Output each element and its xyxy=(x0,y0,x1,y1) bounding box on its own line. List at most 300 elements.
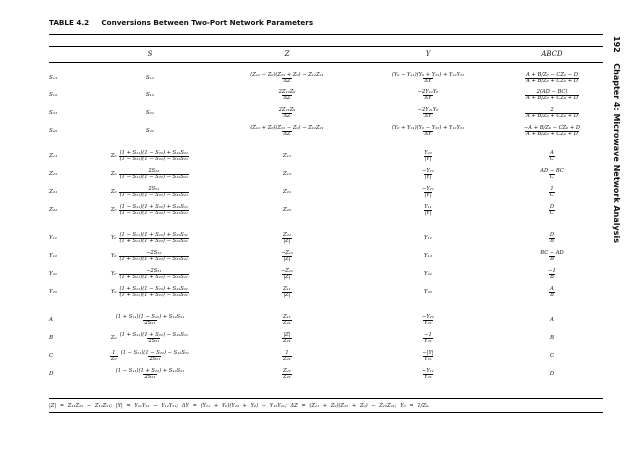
fraction-denominator: (1 + S₁₁)(1 + S₂₂) − S₁₂S₂₁ xyxy=(119,292,188,298)
fraction-denominator: ΔZ xyxy=(283,131,291,137)
fraction-denominator: Z₂₁ xyxy=(283,374,291,380)
table-cell xyxy=(482,87,622,104)
cell-expression xyxy=(278,108,297,120)
cell-expression xyxy=(421,169,435,181)
cell-expression xyxy=(547,269,557,281)
row-label: Z₁₂ xyxy=(49,171,58,177)
cell-fraction xyxy=(423,333,433,345)
fraction-denominator: (1 + S₁₁)(1 + S₂₂) − S₁₂S₂₁ xyxy=(119,274,188,280)
cell-text: Z₁₁ xyxy=(282,152,292,159)
table-cell xyxy=(482,105,622,122)
table-cell xyxy=(358,105,498,122)
cell-fraction xyxy=(119,233,189,245)
cell-prefix: Z₀ xyxy=(110,152,117,159)
cell-expression xyxy=(525,90,579,102)
cell-expression xyxy=(278,90,297,102)
table-cell xyxy=(358,284,498,301)
cell-expression xyxy=(282,315,292,327)
fraction-denominator: A + B/Z₀ + CZ₀ + D xyxy=(526,95,578,101)
cell-fraction xyxy=(282,351,292,363)
table-cell xyxy=(358,330,498,347)
fraction-numerator: −2Y₁₂Y₀ xyxy=(417,88,439,95)
fraction-numerator: A xyxy=(550,149,554,156)
fraction-denominator: A + B/Z₀ + CZ₀ + D xyxy=(526,113,578,119)
fraction-denominator: Z₂₁ xyxy=(283,320,291,326)
fraction-numerator: −Z₂₁ xyxy=(280,267,294,274)
fraction-numerator: Y₂₂ xyxy=(424,149,432,156)
table-cell xyxy=(358,248,498,265)
cell-expression xyxy=(282,369,292,381)
fraction-numerator: −Z₁₂ xyxy=(280,249,294,256)
fraction-numerator: −Y₂₂ xyxy=(422,313,434,320)
fraction-denominator: (1 − S₁₁)(1 − S₂₂) − S₁₂S₂₁ xyxy=(119,210,189,216)
fraction-denominator: ΔZ xyxy=(283,78,291,84)
table-cell xyxy=(358,202,498,219)
fraction-denominator: ΔY xyxy=(424,95,432,101)
cell-expression xyxy=(549,233,555,245)
prefix-numerator: 1 xyxy=(112,349,116,356)
cell-fraction xyxy=(547,269,557,281)
fraction-numerator: −1 xyxy=(424,331,432,338)
table-cell xyxy=(358,230,498,247)
header-y: Y xyxy=(425,50,431,58)
fraction-denominator: C xyxy=(550,192,554,198)
row-label: B xyxy=(49,335,54,341)
cell-fraction xyxy=(525,108,579,120)
cell-expression xyxy=(282,233,292,245)
cell-text: Z₁₂ xyxy=(282,170,292,177)
table-cell xyxy=(80,284,220,301)
cell-fraction xyxy=(278,108,297,120)
fraction-numerator: (Y₀ + Y₁₁)(Y₀ − Y₂₂) + Y₁₂Y₂₁ xyxy=(391,124,465,131)
fraction-denominator: C xyxy=(550,156,554,162)
fraction-numerator: (Z₁₁ − Z₀)(Z₂₂ + Z₀) − Z₁₂Z₂₁ xyxy=(250,71,324,78)
cell-fraction xyxy=(391,126,465,138)
table-cell xyxy=(482,248,622,265)
fraction-numerator: (1 − S₁₁)(1 + S₂₂) + S₁₂S₂₁ xyxy=(115,367,185,374)
cell-expression xyxy=(421,351,434,363)
cell-fraction xyxy=(421,351,434,363)
row-label: Y₂₂ xyxy=(49,289,58,295)
cell-fraction xyxy=(282,333,292,345)
table-caption xyxy=(49,18,313,27)
fraction-numerator: Y₁₁ xyxy=(424,203,432,210)
fraction-denominator: (1 − S₁₁)(1 − S₂₂) − S₁₂S₂₁ xyxy=(119,174,189,180)
cell-fraction xyxy=(421,369,435,381)
header-top-rule xyxy=(49,46,603,47)
fraction-numerator: A + B/Z₀ − CZ₀ − D xyxy=(526,71,578,78)
fraction-denominator: |Z| xyxy=(283,274,291,280)
cell-expression xyxy=(539,169,564,181)
fraction-numerator: 2 xyxy=(550,106,554,113)
fraction-numerator: −2Y₂₁Y₀ xyxy=(417,106,439,113)
fraction-numerator: (1 + S₁₁)(1 − S₂₂) + S₁₂S₂₁ xyxy=(119,285,188,292)
table-cell xyxy=(217,184,357,201)
cell-expression xyxy=(549,205,555,217)
chapter-title: Chapter 4: Microwave Network Analysis xyxy=(612,63,621,243)
table-cell xyxy=(482,166,622,183)
cell-fraction xyxy=(391,73,465,85)
cell-fraction xyxy=(421,169,435,181)
table-cell xyxy=(217,312,357,329)
cell-fraction xyxy=(549,187,555,199)
fraction-denominator: |Y| xyxy=(424,174,432,180)
fraction-numerator: 2Z₁₂Z₀ xyxy=(278,88,296,95)
table-cell xyxy=(358,70,498,87)
cell-expression xyxy=(280,269,294,281)
table-label: TABLE 4.2 xyxy=(49,18,90,27)
cell-fraction xyxy=(539,251,564,263)
table-cell xyxy=(80,166,220,183)
cell-text: Y₂₂ xyxy=(423,288,433,295)
cell-expression xyxy=(111,333,189,345)
fraction-numerator: −2S₂₁ xyxy=(146,267,162,274)
cell-fraction xyxy=(119,205,189,217)
table-cell xyxy=(80,123,220,140)
table-cell xyxy=(482,184,622,201)
fraction-numerator: −1 xyxy=(548,267,556,274)
cell-fraction xyxy=(282,233,292,245)
cell-fraction xyxy=(421,315,435,327)
fraction-denominator: |Z| xyxy=(283,292,291,298)
cell-prefix: Y₀ xyxy=(111,288,117,295)
row-label: C xyxy=(49,353,54,359)
cell-expression xyxy=(539,251,564,263)
cell-fraction xyxy=(119,151,189,163)
fraction-numerator: 1 xyxy=(550,185,554,192)
row-label: Y₂₁ xyxy=(49,271,58,277)
cell-text: S₁₁ xyxy=(145,74,155,81)
fraction-numerator: −Y₁₁ xyxy=(422,367,434,374)
cell-fraction xyxy=(549,151,555,163)
header-abcd: ABCD xyxy=(541,50,563,58)
cell-fraction xyxy=(280,269,294,281)
cell-expression xyxy=(282,333,292,345)
fraction-numerator: 2S₁₂ xyxy=(148,167,160,174)
fraction-numerator: −Y₂₁ xyxy=(422,185,434,192)
table-cell xyxy=(217,202,357,219)
cell-fraction xyxy=(249,126,324,138)
cell-text: C xyxy=(549,352,555,359)
fraction-denominator: 2S₂₁ xyxy=(148,338,160,344)
fraction-numerator: Z₂₂ xyxy=(283,367,291,374)
fraction-numerator: (1 + S₁₁)(1 − S₂₂) + S₁₂S₂₁ xyxy=(115,313,185,320)
cell-fraction xyxy=(120,351,190,363)
cell-expression xyxy=(523,126,581,138)
cell-fraction xyxy=(525,90,579,102)
cell-fraction xyxy=(282,315,292,327)
table-cell xyxy=(358,366,498,383)
cell-expression xyxy=(282,351,292,363)
cell-expression xyxy=(110,351,190,363)
table-cell xyxy=(217,123,357,140)
cell-expression xyxy=(549,187,555,199)
table-cell xyxy=(80,202,220,219)
cell-expression xyxy=(421,369,435,381)
table-cell xyxy=(217,230,357,247)
fraction-numerator: A xyxy=(550,285,554,292)
table-cell xyxy=(482,70,622,87)
table-cell xyxy=(217,330,357,347)
row-label: S₁₁ xyxy=(49,75,58,81)
cell-expression xyxy=(280,251,294,263)
cell-expression xyxy=(111,205,189,217)
fraction-numerator: (1 + S₁₁)(1 − S₂₂) + S₁₂S₂₁ xyxy=(119,149,189,156)
table-cell xyxy=(482,366,622,383)
fraction-denominator: |Y| xyxy=(424,156,432,162)
fraction-denominator: B xyxy=(550,256,554,262)
table-cell xyxy=(217,348,357,365)
cell-expression xyxy=(417,108,440,120)
row-label: S₂₂ xyxy=(49,128,58,134)
cell-fraction xyxy=(525,73,579,85)
fraction-numerator: 1 xyxy=(285,349,289,356)
cell-expression xyxy=(111,169,189,181)
fraction-denominator: |Y| xyxy=(424,210,432,216)
cell-expression xyxy=(115,369,185,381)
cell-expression xyxy=(421,187,435,199)
running-head xyxy=(612,36,621,243)
fraction-numerator: (1 − S₁₁)(1 + S₂₂) + S₁₂S₂₁ xyxy=(119,203,189,210)
fraction-denominator: ΔZ xyxy=(283,113,291,119)
header-s: S xyxy=(147,50,153,58)
cell-fraction xyxy=(115,315,185,327)
fraction-denominator: B xyxy=(550,292,554,298)
table-cell xyxy=(482,348,622,365)
table-cell xyxy=(358,266,498,283)
table-cell xyxy=(358,123,498,140)
cell-prefix: Y₀ xyxy=(111,252,117,259)
cell-fraction xyxy=(423,151,433,163)
table-cell xyxy=(80,184,220,201)
cell-fraction xyxy=(549,205,555,217)
row-label: Y₁₂ xyxy=(49,253,58,259)
table-cell xyxy=(482,202,622,219)
bottom-rule xyxy=(49,412,603,413)
fraction-denominator: |Z| xyxy=(283,256,291,262)
fraction-numerator: Z₁₁ xyxy=(283,313,291,320)
fraction-denominator: Y₂₁ xyxy=(424,356,432,362)
table-footnote: |Z| = Z₁₁Z₂₂ − Z₁₂Z₂₁; |Y| = Y₁₁Y₂₂ − Y₁₂Y₂₁; ΔY = (Y₁₁ + Y₀)(Y₂₂ + Y₀) − Y₁₂Y₂₁; ΔZ = (Z₁₁ + Z₀)(Z₂₂ + Z₀) − Z₁₂Z₂₁; Y₀ = 1/Z₀. xyxy=(49,403,430,409)
fraction-numerator: (Z₁₁ + Z₀)(Z₂₂ − Z₀) − Z₁₂Z₂₁ xyxy=(250,124,324,131)
fraction-numerator: AD − BC xyxy=(540,167,564,174)
row-label: Z₁₁ xyxy=(49,153,58,159)
table-cell xyxy=(217,248,357,265)
cell-fraction xyxy=(282,287,292,299)
cell-fraction xyxy=(119,251,189,263)
cell-fraction xyxy=(115,369,185,381)
fraction-denominator: (1 − S₁₁)(1 − S₂₂) − S₁₂S₂₁ xyxy=(119,192,189,198)
footer-rule xyxy=(49,398,603,399)
cell-expression xyxy=(525,108,579,120)
table-cell xyxy=(80,148,220,165)
cell-fraction xyxy=(119,169,189,181)
fraction-denominator: C xyxy=(550,174,554,180)
row-label: A xyxy=(49,317,54,323)
fraction-numerator: 2Z₂₁Z₀ xyxy=(278,106,296,113)
row-label: Z₂₂ xyxy=(49,207,58,213)
header-bottom-rule xyxy=(49,62,603,63)
fraction-denominator: B xyxy=(550,238,554,244)
table-cell xyxy=(482,123,622,140)
cell-text: A xyxy=(549,316,555,323)
table-cell xyxy=(482,230,622,247)
cell-prefix: Y₀ xyxy=(111,270,117,277)
fraction-denominator: (1 + S₁₁)(1 + S₂₂) − S₁₂S₂₁ xyxy=(119,256,188,262)
fraction-numerator: BC − AD xyxy=(540,249,564,256)
fraction-denominator: Y₂₁ xyxy=(424,374,432,380)
page-number: 192 xyxy=(612,36,621,53)
cell-prefix: Z₀ xyxy=(110,334,117,341)
fraction-denominator: ΔY xyxy=(424,113,432,119)
cell-text: S₁₂ xyxy=(145,91,155,98)
fraction-denominator: A + B/Z₀ + CZ₀ + D xyxy=(526,78,578,84)
table-cell xyxy=(358,87,498,104)
cell-expression xyxy=(391,126,465,138)
table-cell xyxy=(482,266,622,283)
cell-fraction xyxy=(423,205,433,217)
cell-fraction xyxy=(549,287,555,299)
cell-expression xyxy=(391,73,465,85)
cell-expression xyxy=(421,315,435,327)
table-cell xyxy=(482,330,622,347)
table-title: Conversions Between Two-Port Network Parameters xyxy=(101,18,314,27)
cell-fraction xyxy=(280,251,294,263)
table-cell xyxy=(358,148,498,165)
cell-fraction xyxy=(549,233,555,245)
cell-fraction xyxy=(523,126,581,138)
table-cell xyxy=(80,230,220,247)
fraction-denominator: (1 + S₁₁)(1 + S₂₂) − S₁₂S₂₁ xyxy=(119,238,188,244)
fraction-numerator: (1 + S₁₁)(1 + S₂₂) − S₁₂S₂₁ xyxy=(119,331,189,338)
table-cell xyxy=(80,330,220,347)
table-cell xyxy=(358,312,498,329)
prefix-denominator: Z₀ xyxy=(110,356,117,362)
fraction-denominator: 2S₂₁ xyxy=(144,320,156,326)
table-cell xyxy=(80,87,220,104)
fraction-denominator: Y₂₁ xyxy=(424,338,432,344)
cell-expression xyxy=(549,151,555,163)
table-cell xyxy=(358,348,498,365)
cell-expression xyxy=(423,333,433,345)
table-cell xyxy=(217,105,357,122)
table-cell xyxy=(217,166,357,183)
table-cell xyxy=(217,284,357,301)
cell-fraction xyxy=(417,90,440,102)
row-label: D xyxy=(49,371,54,377)
cell-fraction xyxy=(119,187,189,199)
cell-fraction xyxy=(539,169,564,181)
fraction-numerator: (1 − S₁₁)(1 − S₂₂) − S₁₂S₂₁ xyxy=(120,349,190,356)
cell-text: Z₂₁ xyxy=(282,188,292,195)
cell-fraction xyxy=(282,369,292,381)
cell-expression xyxy=(525,73,579,85)
fraction-numerator: |Z| xyxy=(283,331,291,338)
cell-text: Y₁₁ xyxy=(423,234,433,241)
cell-expression xyxy=(549,287,555,299)
cell-prefix: Z₀ xyxy=(110,170,117,177)
cell-expression xyxy=(417,90,440,102)
row-label: S₁₂ xyxy=(49,92,58,98)
cell-prefix: Z₀ xyxy=(110,188,117,195)
table-cell xyxy=(80,348,220,365)
fraction-denominator: 2S₂₁ xyxy=(144,374,156,380)
cell-fraction xyxy=(119,287,189,299)
fraction-numerator: −Y₁₂ xyxy=(422,167,434,174)
fraction-denominator: |Y| xyxy=(424,192,432,198)
table-cell xyxy=(482,284,622,301)
fraction-numerator: D xyxy=(549,231,555,238)
fraction-denominator: ΔY xyxy=(424,131,432,137)
table-cell xyxy=(217,366,357,383)
fraction-denominator: Y₂₁ xyxy=(424,320,432,326)
fraction-numerator: −2S₁₂ xyxy=(146,249,162,256)
cell-prefix: Y₀ xyxy=(111,234,117,241)
table-cell xyxy=(217,70,357,87)
fraction-numerator: −A + B/Z₀ − CZ₀ + D xyxy=(523,124,581,131)
cell-text: D xyxy=(549,370,555,377)
table-cell xyxy=(358,166,498,183)
cell-expression xyxy=(115,315,185,327)
table-cell xyxy=(80,105,220,122)
cell-prefix: Z₀ xyxy=(110,206,117,213)
cell-fraction xyxy=(249,73,324,85)
cell-expression xyxy=(111,251,189,263)
header-z: Z xyxy=(284,50,290,58)
table-cell xyxy=(482,312,622,329)
cell-text: Z₂₂ xyxy=(282,206,292,213)
cell-expression xyxy=(423,205,433,217)
table-cell xyxy=(80,312,220,329)
table-cell xyxy=(80,266,220,283)
fraction-numerator: Z₂₂ xyxy=(283,231,291,238)
fraction-numerator: −|Y| xyxy=(422,349,434,356)
fraction-denominator: (1 − S₁₁)(1 − S₂₂) − S₁₂S₂₁ xyxy=(119,156,189,162)
table-cell xyxy=(482,148,622,165)
fraction-numerator: 2(AD − BC) xyxy=(536,88,568,95)
cell-text: S₂₁ xyxy=(145,109,155,116)
fraction-denominator: ΔY xyxy=(424,78,432,84)
cell-expression xyxy=(111,233,189,245)
cell-fraction xyxy=(417,108,440,120)
fraction-numerator: D xyxy=(549,203,555,210)
cell-text: Y₁₂ xyxy=(423,252,433,259)
cell-expression xyxy=(111,187,189,199)
cell-text: B xyxy=(549,334,555,341)
cell-fraction xyxy=(119,333,189,345)
table-cell xyxy=(80,70,220,87)
cell-expression xyxy=(249,126,324,138)
table-cell xyxy=(217,87,357,104)
cell-expression xyxy=(111,269,189,281)
fraction-denominator: ΔZ xyxy=(283,95,291,101)
fraction-numerator: (1 − S₁₁)(1 + S₂₂) + S₁₂S₂₁ xyxy=(119,231,188,238)
row-label: S₂₁ xyxy=(49,110,58,116)
fraction-numerator: Z₁₁ xyxy=(283,285,291,292)
cell-expression xyxy=(249,73,324,85)
cell-fraction xyxy=(278,90,297,102)
fraction-denominator: A + B/Z₀ + CZ₀ + D xyxy=(526,131,578,137)
row-label: Z₂₁ xyxy=(49,189,58,195)
cell-text: Y₂₁ xyxy=(423,270,433,277)
fraction-numerator: (Y₀ − Y₁₁)(Y₀ + Y₂₂) + Y₁₂Y₂₁ xyxy=(391,71,465,78)
fraction-denominator: B xyxy=(550,274,554,280)
cell-text: S₂₂ xyxy=(145,127,155,134)
fraction-denominator: |Z| xyxy=(283,238,291,244)
cell-expression xyxy=(282,287,292,299)
cell-expression xyxy=(423,151,433,163)
table-cell xyxy=(217,148,357,165)
